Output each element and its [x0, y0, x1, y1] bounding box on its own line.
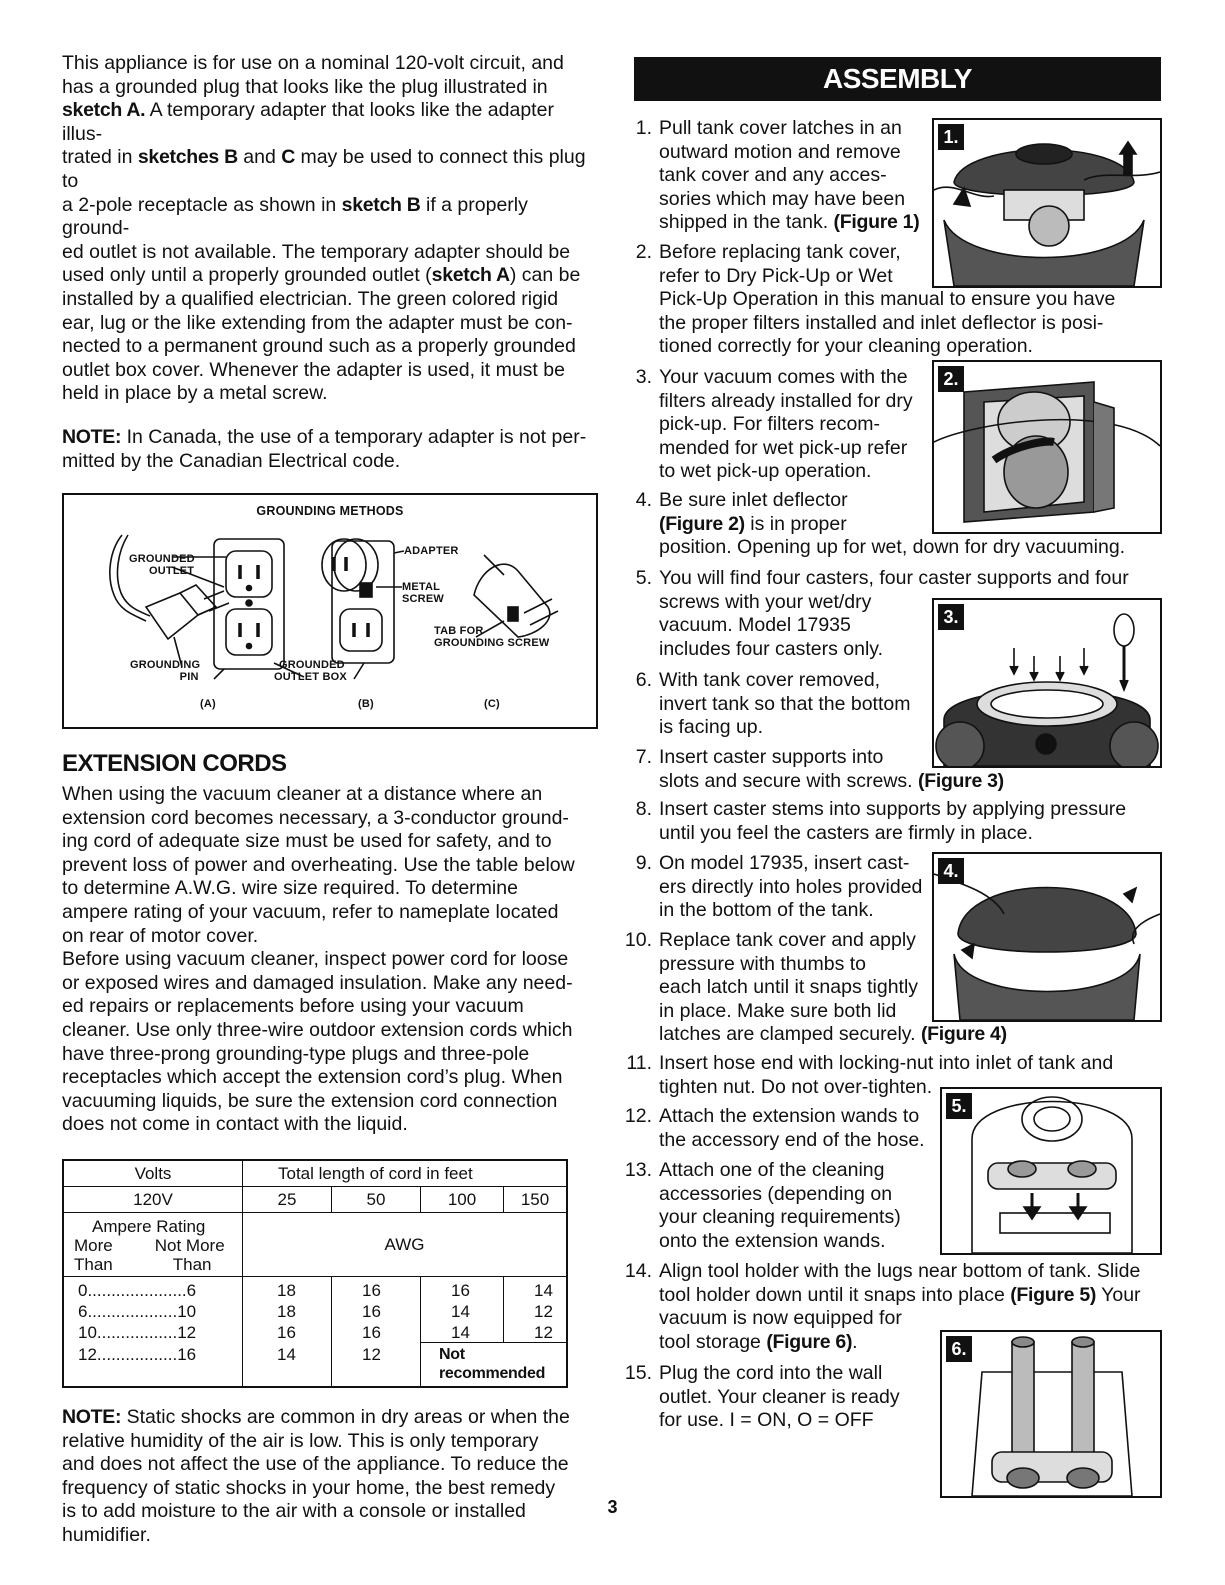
intro-line: a 2-pole receptacle as shown in sketch B if a properly ground-: [62, 193, 528, 240]
length-header: Total length of cord in feet: [243, 1160, 568, 1187]
assembly-banner: ASSEMBLY: [634, 57, 1161, 101]
intro-paragraph: [62, 52, 592, 406]
table-row: 12.................16 14 12 Not recommended: [63, 1343, 567, 1388]
figure-3: [932, 598, 1162, 768]
metal-screw-label: METAL SCREW: [402, 581, 444, 606]
extension-cords-paragraph: When using the vacuum cleaner at a distance where an extension cord becomes necessary, a 3-conductor ground- ing cord of adequate size must be used for safety, and to prevent loss of power and overheating. Use the table below to determine A.W.G. wire size required. To determine ampere rating of your vacuum, refer to nameplate located on rear of motor cover. Before using vacuum cleaner, inspect power cord for loose or exposed wires and damaged insulation. Make any need- ed repairs or replacements before using your vacuum cleaner. Use only three-wire outdoor extension cords which have three-prong grounding-type plugs and three-pole receptacles which accept the extension cord’s plug. When vacuuming liquids, be sure the extension cord connection does not come in contact with the liquid.: [62, 783, 575, 1136]
figure-1: [932, 118, 1162, 288]
grounding-pin-label: GROUNDING PIN: [130, 659, 201, 684]
awg-cell: AWG: [243, 1213, 568, 1277]
figure-2-label: 2.: [938, 366, 964, 392]
intro-line: installed by a qualified electrician. The green colored rigid: [62, 287, 559, 310]
table-row: 0.....................6 18 16 16 14: [63, 1277, 567, 1301]
length-cell: 150: [504, 1187, 568, 1213]
sketch-b-label: (B): [358, 698, 374, 711]
intro-line: outlet box cover. Whenever the adapter is used, it must be: [62, 358, 565, 381]
figure-4-label: 4.: [938, 858, 964, 884]
table-row: 10.................12 16 16 14 12: [63, 1321, 567, 1343]
ampere-rating-cell: Ampere Rating More Not More Than Than: [63, 1213, 243, 1277]
awg-table: [62, 1159, 568, 1388]
intro-line: trated in sketches B and C may be used to connect this plug to: [62, 146, 586, 192]
intro-line: held in place by a metal screw.: [62, 382, 328, 405]
table-row: 6...................10 18 16 14 12: [63, 1300, 567, 1321]
grounding-drawing: [64, 495, 596, 727]
intro-line: ed outlet is not available. The temporary adapter should be: [62, 240, 571, 263]
intro-line: This appliance is for use on a nominal 120-volt circuit, and: [62, 52, 564, 74]
length-cell: 25: [243, 1187, 332, 1213]
figure-1-label: 1.: [938, 124, 964, 150]
adapter-label: ADAPTER: [404, 545, 459, 558]
static-shock-note: NOTE: Static shocks are common in dry areas or when the relative humidity of the air is low. This is only temporary and does not affect the use of the appliance. To reduce the frequency of static shocks in your home, the best remedy is to add moisture to the air with a console or installed humidifier.: [62, 1406, 570, 1546]
grounding-methods-figure: [62, 493, 598, 729]
intro-line: has a grounded plug that looks like the plug illustrated in: [62, 75, 548, 98]
figure-5: [940, 1087, 1162, 1255]
intro-line: nected to a permanent ground such as a properly grounded: [62, 335, 576, 358]
figure-6-label: 6.: [946, 1336, 972, 1362]
left-column: [62, 52, 592, 1548]
intro-line: sketch A. A temporary adapter that looks like the adapter illus-: [62, 99, 554, 145]
figure-5-label: 5.: [946, 1093, 972, 1119]
intro-line: used only until a properly grounded outlet (sketch A) can be: [62, 264, 581, 287]
volts-header: Volts: [63, 1160, 243, 1187]
sketch-a-label: (A): [200, 698, 216, 711]
figure-2: [932, 360, 1162, 534]
not-recommended-cell: Not recommended: [421, 1343, 568, 1388]
grounding-title: GROUNDING METHODS: [256, 504, 404, 519]
figure-4: [932, 852, 1162, 1022]
voltage-cell: 120V: [63, 1187, 243, 1213]
grounded-outlet-label: GROUNDED OUTLET: [129, 553, 195, 578]
length-cell: 100: [421, 1187, 504, 1213]
extension-cords-heading: EXTENSION CORDS: [62, 750, 287, 778]
note-label: NOTE:: [62, 425, 122, 448]
figure-3-label: 3.: [938, 604, 964, 630]
page-number: 3: [607, 1497, 618, 1517]
grounded-outlet-box-label: GROUNDED OUTLET BOX: [274, 659, 347, 684]
tab-for-grounding-screw-label: TAB FOR GROUNDING SCREW: [434, 625, 550, 650]
sketch-c-label: (C): [484, 698, 500, 711]
note-label: NOTE:: [62, 1406, 122, 1428]
canada-note: NOTE: In Canada, the use of a temporary adapter is not per- mitted by the Canadian Electrical code.: [62, 425, 587, 472]
intro-line: ear, lug or the like extending from the adapter must be con-: [62, 311, 573, 334]
length-cell: 50: [332, 1187, 421, 1213]
figure-6: [940, 1330, 1162, 1498]
